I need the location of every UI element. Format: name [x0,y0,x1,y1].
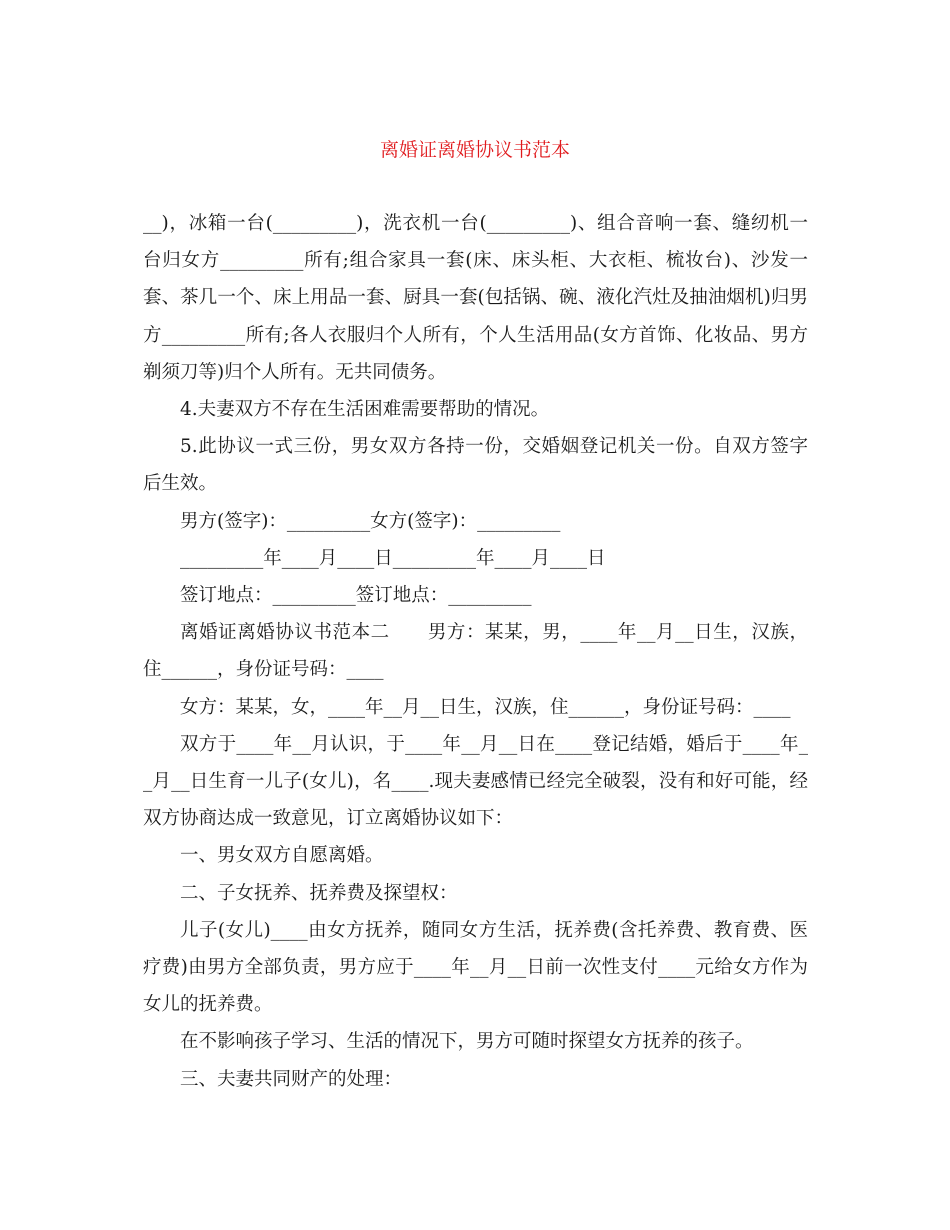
paragraph-section-2: 二、子女抚养、抚养费及探望权： [180,882,458,904]
paragraph-signing-place: 签订地点：_________签订地点：_________ [180,585,532,607]
paragraph-clause-4: 4.夫妻双方不存在生活困难需要帮助的情况。 [180,399,550,421]
paragraph-section-1: 一、男女双方自愿离婚。 [180,845,384,867]
paragraph-signatures: 男方(签字)：_________女方(签字)：_________ [180,510,561,532]
paragraph-section-3: 三、夫妻共同财产的处理： [180,1068,403,1090]
paragraph-template-two-husband: 离婚证离婚协议书范本二 男方：某某，男，____年__月__日生，汉族，住______，身份证号码：____ [143,622,808,681]
document-title: 离婚证离婚协议书范本 [379,139,570,161]
paragraph-dates: _________年____月____日_________年____月____日 [180,547,606,569]
document-body [143,205,808,1098]
paragraph-child-custody: 儿子(女儿)____由女方抚养，随同女方生活，抚养费(含托养费、教育费、医疗费)由男方全部负责，男方应于____年__月__日前一次性支付____元给女方作为女儿的抚养费。 [143,919,808,1016]
paragraph-visitation: 在不影响孩子学习、生活的情况下，男方可随时探望女方抚养的孩子。 [180,1031,754,1053]
paragraph-wife-info: 女方：某某，女，____年__月__日生，汉族，住______，身份证号码：____ [180,696,791,718]
paragraph-marriage-history: 双方于____年__月认识，于____年__月__日在____登记结婚，婚后于____年__月__日生育一儿子(女儿)，名____.现夫妻感情已经完全破裂，没有和好可能，经双方协商达成一致意见，订立离婚协议如下： [143,733,808,830]
paragraph-property-division: __)，冰箱一台(_________)，洗衣机一台(_________)、组合音响一套、缝纫机一台归女方_________所有;组合家具一套(床、床头柜、大衣柜、梳妆台)、沙发一套、茶几一个、床上用品一套、厨具一套(包括锅、碗、液化汽灶及抽油烟机)归男方_________所有;各人衣服归个人所有，个人生活用品(女方首饰、化妆品、男方剃须刀等)归个人所有。无共同债务。 [143,213,808,383]
paragraph-clause-5: 5.此协议一式三份，男女双方各持一份，交婚姻登记机关一份。自双方签字后生效。 [143,436,808,495]
